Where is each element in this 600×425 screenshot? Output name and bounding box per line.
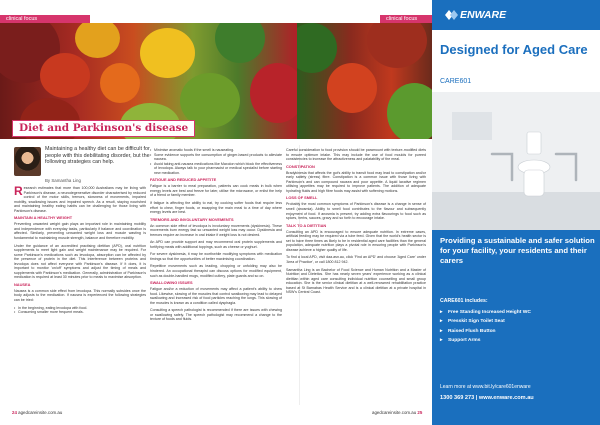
paragraph: Careful consideration to food provision should be paramount with texture-modified diets to ensure optimum intake. This may include the use of food moulds for pureed consistencies to increase the attractiveness and palatability of the meal. (286, 148, 426, 162)
ad-tagline: Providing a sustainable and safer solution for your facility, your residents and their carers (440, 236, 595, 265)
bullet-item: • Some evidence supports the consumption of ginger-based products to alleviate nausea. (150, 153, 282, 162)
paragraph: Preventing unwanted weight gain plays an important role in maintaining mobility and independence with everyday tasks, particularly if balance and coordination is affected. Similarly, preventing unwanted weight loss and muscle wasting is fundamental to maintaining muscle strength, balance and therefore mobility. (14, 222, 146, 240)
article-column-1 (14, 186, 146, 318)
paragraph: Fatigue and/or a reduction of movements may affect a patient's ability to chew food. Likewise, slowing of the muscles that control swallowing may lead to delayed swallowing and increased risk of food particles reaching the lungs. This slowing of the muscles is known as a condition called dysphagia. (150, 287, 282, 305)
author-photo (14, 147, 41, 176)
page-number: 24 (12, 410, 17, 415)
paragraph: Consulting a speech pathologist is recommended if there are issues with chewing or swallowing safely. The speech pathologist may recommend a change to the texture of foods and fluids. (150, 308, 282, 322)
subheading: LOSS OF SMELL (286, 195, 318, 201)
bullet-item: • In the beginning, eating levodopa with food. (14, 306, 146, 311)
feature-list (440, 308, 531, 346)
feature-item: ▸ Free Standing Increased Height WC (440, 308, 531, 317)
paragraph: If fatigue is affecting the ability to eat, try cooking softer foods that require less effort to chew, finger foods, or swapping the main meal to a time of day where energy levels are best. (150, 200, 282, 215)
subheading: TREMORS AND INVOLUNTARY MOVEMENTS (150, 216, 234, 222)
paragraph: Bradykinesia that affects the gut's ability to transit food may lead to constipation and/or early satiety (stress) fibre. Constipation is a common issue with those living with Parkinson's and can compound nausea and poor appetite. A liquid laxative regimen utilising appetites may be required to improve patients. The addition of adequate hydrating fluids and high fibre foods may assist with softening motions. (286, 170, 426, 193)
vegetables-photo-right (297, 23, 432, 139)
subheading: FATIGUE AND REDUCED APPETITE (150, 177, 217, 183)
brand-logo: ENWARE (460, 9, 507, 21)
contact-line[interactable] (440, 395, 534, 401)
learn-more-link[interactable]: Learn more at www.bit.ly/care601enware (440, 384, 531, 390)
author-bio: Samantha Ling is an Bachelor of Food Science and Human Nutrition and a Master of Nutrition and Dietetics. She has nearly seven years' experience working as a clinical dietitian within aged care consulting individual nutrition counselling and small group education. She is the senior clinical dietitian at a well-renowned rehabilitation practice based at St Barnabas Health Service and is a clinical dietitian at a private hospital in NSW's Central Coast. (286, 267, 426, 295)
page-number: 25 (417, 410, 423, 415)
ad-headline: Designed for Aged Care (440, 42, 588, 57)
separator: | (475, 395, 479, 401)
website-link[interactable]: www.enware.com.au (478, 395, 534, 401)
subheading: SWALLOWING ISSUES (150, 280, 193, 286)
bullet-list (150, 148, 282, 175)
footer-site: agedcareinsite.com.au (18, 410, 63, 415)
bullet-item: • Consuming smaller more frequent meals. (14, 310, 146, 315)
section-tab: clinical focus (0, 15, 90, 23)
article-column-2 (150, 148, 282, 325)
subheading: TALK TO A DIETITIAN (286, 222, 327, 228)
byline: By Samantha Ling (45, 178, 81, 183)
feature-item: ▸ Presskit Sign Toilet Seat (440, 317, 531, 326)
product-code: CARE601 (440, 78, 472, 85)
paragraph: An common side effect of levodopa is involuntary movements (dyskinesia). These movements burn energy fast so unwanted weight loss may occur. Dyskinesia and tremors require an increase in oral intake if weight loss is not desired. (150, 223, 282, 237)
paragraph: Fatigue is a barrier to meal preparation, patients can cook meals in bulk when energy levels are best and freeze for later, utilise the microwave, or enlist the help of a friend or family member. (150, 184, 282, 198)
paragraph: Nausea is a common side effect from levodopa. This normally subsides once the body adjusts to the medication. If nausea is experienced the following strategies can be tried: (14, 288, 146, 303)
toilet-product-photo (432, 92, 600, 230)
dropcap: R (14, 184, 23, 198)
bathroom-illustration (432, 92, 600, 230)
page-footer-right (372, 410, 422, 415)
phone-number[interactable]: 1300 369 273 (440, 395, 475, 401)
bullet-item: • Avoid taking anti-nausea medications like Maxolon which block the effectiveness of levodopa. Always talk to your pharmacist or medical specialist before starting new medication. (150, 162, 282, 176)
feature-item: ▸ Support Arms (440, 336, 531, 345)
feature-item: ▸ Raised Flush Button (440, 327, 531, 336)
paragraph: esearch estimates that more than 100,000 Australians may be living with Parkinson's disease, a neurodegenerative disorder characterised by reduced control of the motor skills, tremors, slowness of movements, impaired mobility, swallowing issues and impaired speech. As a result, staying nourished and maintaining healthy eating habits can be challenging for those living with Parkinson's disease. (14, 186, 146, 213)
paragraph: Consulting an APD is encouraged to ensure adequate nutrition. In extreme cases, artificial feeding may be required via a tube feed. Given that the world's health sector is set to have three times as likely to be in residential aged care facilities than the general population, adequate nutrition plays a pivotal role in ensuring people with Parkinson's disease achieve a higher quality of life. (286, 229, 426, 252)
subheading: MAINTAIN A HEALTHY WEIGHT (14, 215, 73, 221)
enware-advertisement[interactable] (432, 0, 600, 425)
section-tab-right: clinical focus (380, 15, 432, 23)
paragraph: To find a local APD, visit daa.asn.au, click 'Find an APD' and choose 'Aged Care' under 'Area of Practice', or call 1800 812 942. (286, 255, 426, 264)
article-intro: Maintaining a healthy diet can be difficult for people with this debilitating disorder, but the following strategies can help. (45, 146, 150, 166)
article-title: Diet and Parkinson's disease (12, 120, 195, 137)
bullet-item: • Minimise aromatic foods if the smell is nauseating. (150, 148, 282, 153)
ad-info-panel (432, 230, 600, 425)
article-column-3 (286, 148, 426, 298)
subheading: CONSTIPATION (286, 163, 315, 169)
enware-logo-icon (445, 10, 458, 20)
paragraph: For severe dyskinesia, it may be worthwhile modifying symptoms with medication timings so that the opportunities of better maximising coordination. (150, 252, 282, 261)
bullet-list (14, 306, 146, 315)
paragraph: Repetitive movements such as leading, chopping or unfolding may also be hindered. An occupational therapist can discuss options for modified equipment, such as double-handled mugs, modified cutlery, plate guards and so on. (150, 264, 282, 278)
paragraph: Probably the most common symptoms of Parkinson's disease is a change in sense of smell (anosmia). Ability to smell food contributes to the flavour and subsequently enjoyment of food. If anosmia is present, try adding extra flavourings to food such as spices, herbs, sauces, gravy and so forth to encourage intake. (286, 202, 426, 221)
page-footer-left (12, 410, 62, 415)
subheading: NAUSEA (14, 281, 31, 287)
includes-label: CARE601 includes: (440, 298, 488, 304)
paragraph: Under the guidance of an accredited practising dietitian (APD), oral nutrition supplements to meet light gain and weight maintenance may be required. For some Parkinson's medications such as levodopa, absorption can be affected by the presence of protein in the diet. This interference between proteins and levodopa does not affect everyone with Parkinson's disease. If it does, it is important to monitor 'on/off' symptoms and adjust the timing of meals and supplements with Parkinson's medication. Generally, administration of Parkinson's medication is required at least 30 minutes prior to meals to maximise absorption. (14, 243, 146, 280)
ad-header (432, 0, 600, 30)
paragraph: An APD can provide support and may recommend oral protein supplements and fortifying meals with additional toppings, such as cheese or yoghurt. (150, 240, 282, 249)
footer-site: agedcareinsite.com.au (372, 410, 417, 415)
